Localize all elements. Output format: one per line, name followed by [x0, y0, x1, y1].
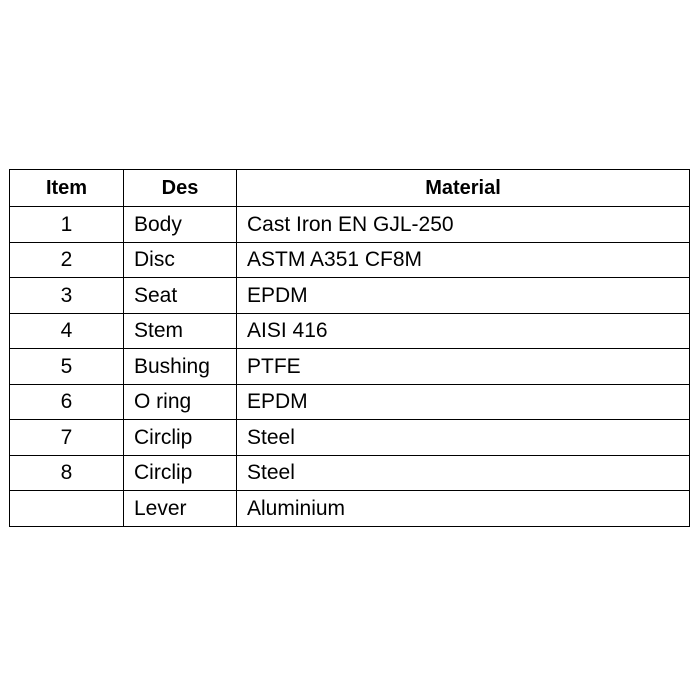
cell-material: ASTM A351 CF8M — [237, 242, 690, 278]
cell-des: Circlip — [124, 420, 237, 456]
table-row — [10, 384, 690, 420]
header-material: Material — [237, 170, 690, 207]
cell-des: Seat — [124, 278, 237, 314]
cell-material: AISI 416 — [237, 313, 690, 349]
header-des: Des — [124, 170, 237, 207]
cell-material: PTFE — [237, 349, 690, 385]
table-row — [10, 455, 690, 491]
cell-material: Aluminium — [237, 491, 690, 527]
table-row — [10, 491, 690, 527]
cell-item: 1 — [10, 207, 124, 243]
table-body — [10, 207, 690, 527]
cell-des: Disc — [124, 242, 237, 278]
cell-item: 3 — [10, 278, 124, 314]
table-row — [10, 313, 690, 349]
cell-des: Lever — [124, 491, 237, 527]
cell-des: Bushing — [124, 349, 237, 385]
cell-des: Body — [124, 207, 237, 243]
cell-material: EPDM — [237, 278, 690, 314]
table-row — [10, 349, 690, 385]
table-row — [10, 420, 690, 456]
table-header — [10, 170, 690, 207]
table-row — [10, 278, 690, 314]
cell-item: 5 — [10, 349, 124, 385]
cell-material: Steel — [237, 420, 690, 456]
cell-item: 4 — [10, 313, 124, 349]
cell-material: EPDM — [237, 384, 690, 420]
cell-material: Steel — [237, 455, 690, 491]
cell-des: Circlip — [124, 455, 237, 491]
cell-des: Stem — [124, 313, 237, 349]
cell-material: Cast Iron EN GJL-250 — [237, 207, 690, 243]
cell-item: 6 — [10, 384, 124, 420]
table-row — [10, 207, 690, 243]
bill-of-materials-table — [9, 169, 690, 527]
table-row — [10, 242, 690, 278]
header-item: Item — [10, 170, 124, 207]
header-row — [10, 170, 690, 207]
cell-item: 8 — [10, 455, 124, 491]
cell-item: 7 — [10, 420, 124, 456]
cell-item: 2 — [10, 242, 124, 278]
cell-item — [10, 491, 124, 527]
cell-des: O ring — [124, 384, 237, 420]
